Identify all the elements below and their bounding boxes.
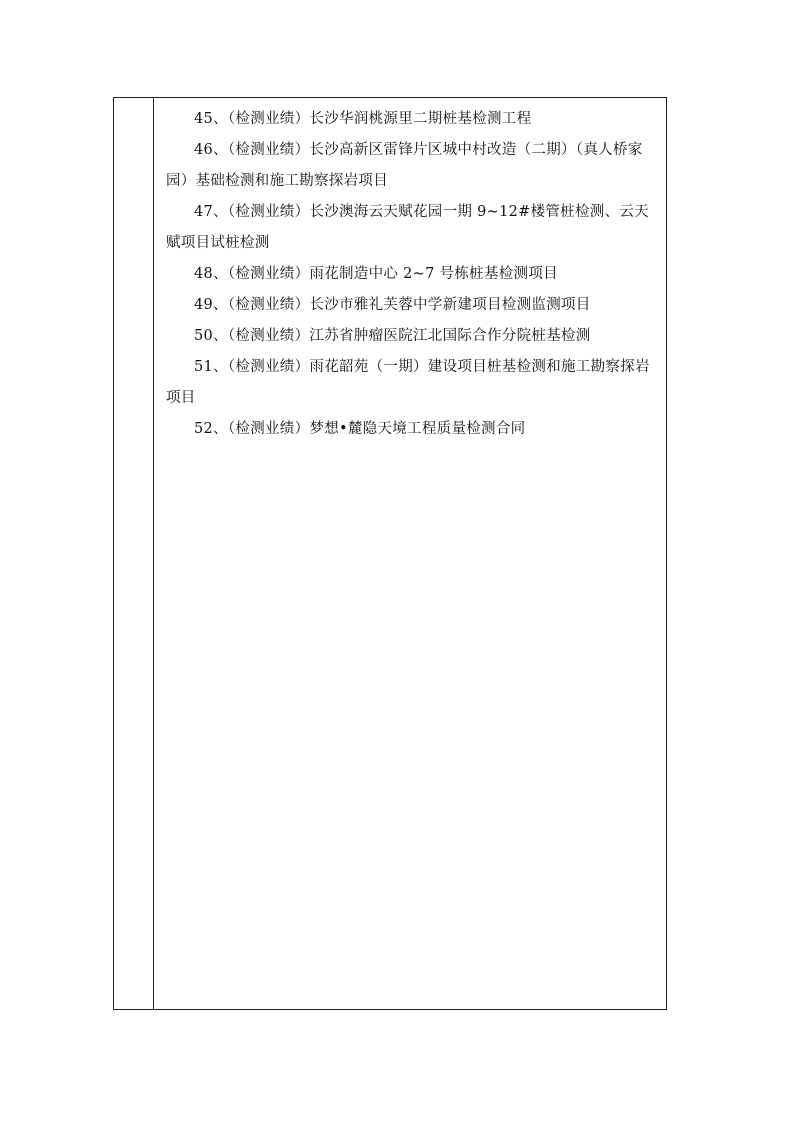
list-item: 45、（检测业绩）长沙华润桃源里二期桩基检测工程 xyxy=(194,111,532,127)
table-left-column xyxy=(114,98,154,1009)
document-table xyxy=(113,97,667,1010)
list-item: 49、（检测业绩）长沙市雅礼芙蓉中学新建项目检测监测项目 xyxy=(194,297,591,313)
list-item: 46、（检测业绩）长沙高新区雷锋片区城中村改造（二期）（真人桥家园）基础检测和施工勘察探岩项目 xyxy=(166,142,643,189)
entries-list xyxy=(166,104,658,445)
list-item: 52、（检测业绩）梦想•麓隐天境工程质量检测合同 xyxy=(194,421,526,437)
list-item: 51、（检测业绩）雨花韶苑（一期）建设项目桩基检测和施工勘察探岩项目 xyxy=(166,359,650,406)
list-item: 50、（检测业绩）江苏省肿瘤医院江北国际合作分院桩基检测 xyxy=(194,328,591,344)
list-item: 48、（检测业绩）雨花制造中心 2~7 号栋桩基检测项目 xyxy=(194,266,558,282)
list-item: 47、（检测业绩）长沙澳海云天赋花园一期 9~12#楼管桩检测、云天赋项目试桩检测 xyxy=(166,204,649,251)
